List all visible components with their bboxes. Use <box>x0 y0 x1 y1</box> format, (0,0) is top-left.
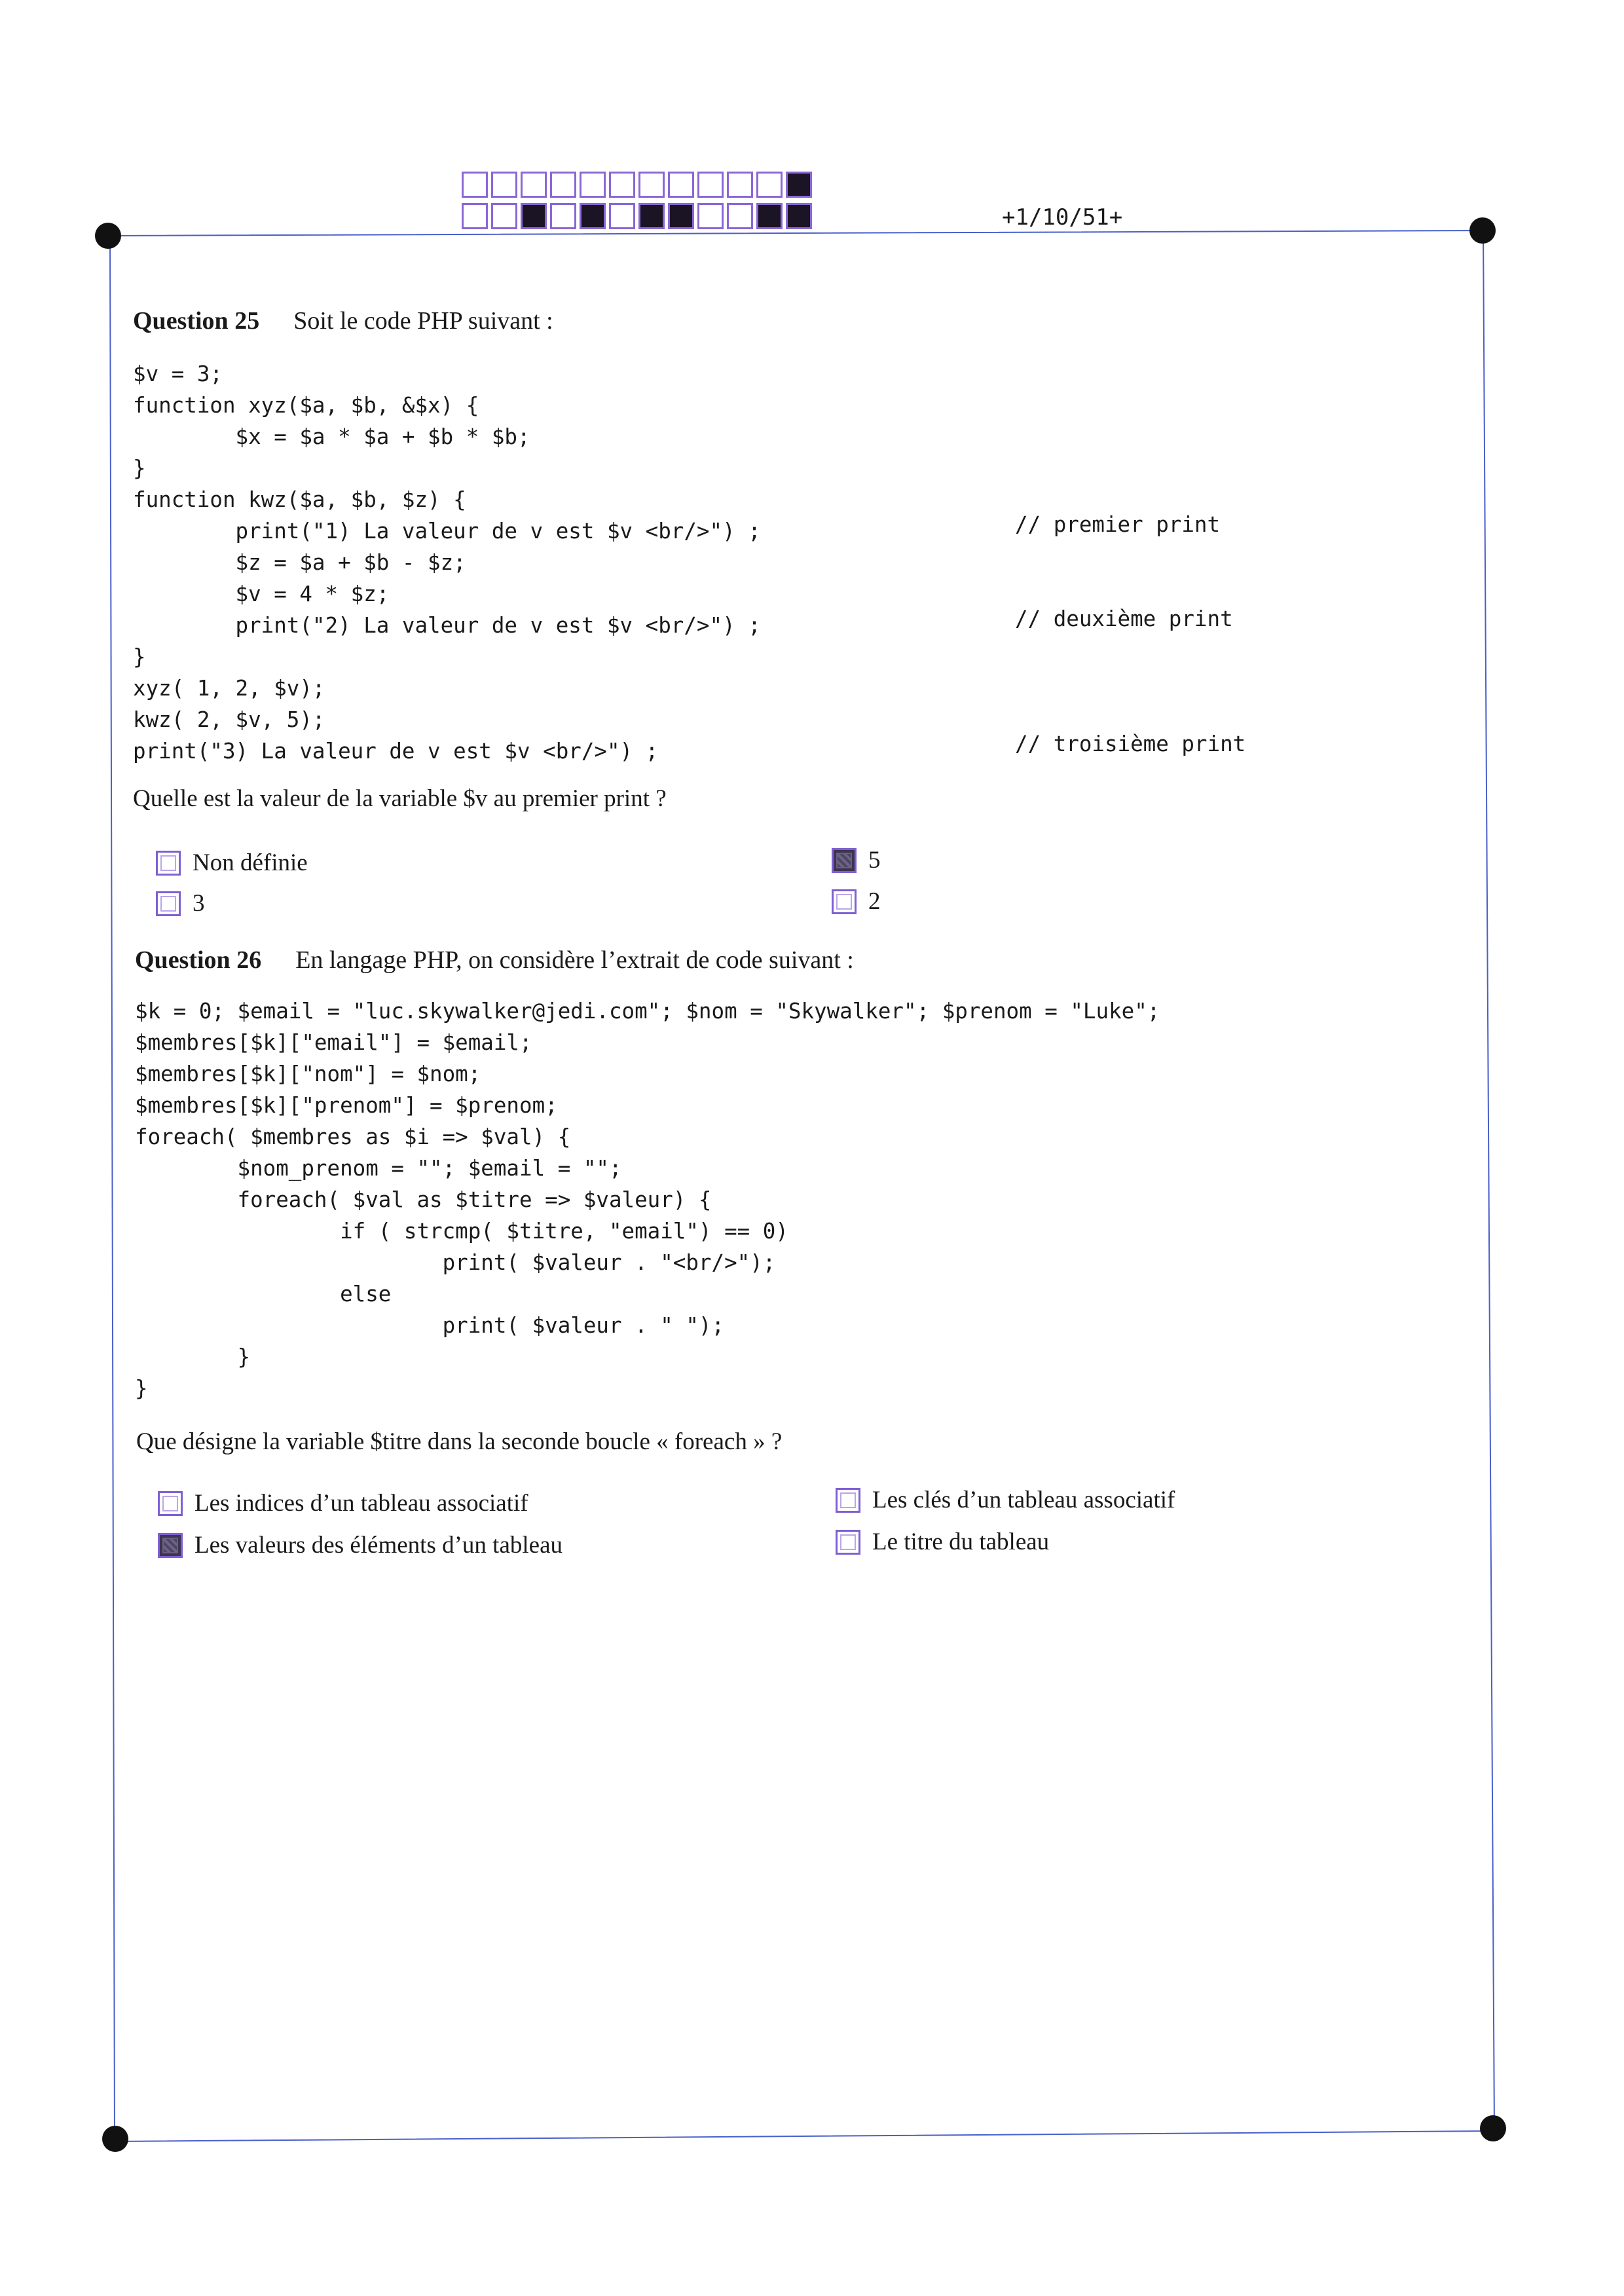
answer-label: Le titre du tableau <box>872 1528 1050 1555</box>
checkbox[interactable] <box>156 891 181 916</box>
question-25-code: $v = 3; function xyz($a, $b, &$x) { $x = $a * $a + $b * $b; } function kwz($a, $b, $z) { print("1) La valeur de v est $v <br/>") ; $z = $a + $b - $z; $v = 4 * $z; print("2) La valeur de v est $v <br/>") ; } xyz( 1, 2, $v); kwz( 2, $v, 5); print("3) La valeur de v est $v <br/>") ; <box>133 361 761 764</box>
id-box-empty <box>550 203 576 229</box>
id-box-filled <box>521 203 547 229</box>
q26-answer-valeurs[interactable] <box>158 1531 563 1559</box>
id-box-empty <box>697 203 724 229</box>
id-box-filled <box>580 203 606 229</box>
checkbox[interactable] <box>158 1491 183 1516</box>
comment-deuxieme-print: // deuxième print <box>1015 606 1233 631</box>
id-box-empty <box>609 203 635 229</box>
id-box-filled <box>786 203 812 229</box>
answer-label: 2 <box>868 888 881 915</box>
answer-label: 5 <box>868 847 881 874</box>
comment-premier-print: // premier print <box>1015 512 1221 537</box>
answer-label: Non définie <box>193 849 308 876</box>
id-box-empty <box>697 172 724 198</box>
comment-troisieme-print: // troisième print <box>1015 731 1246 756</box>
checkbox[interactable] <box>836 1530 860 1555</box>
id-box-empty <box>638 172 665 198</box>
id-box-filled <box>756 203 783 229</box>
q25-answer-3[interactable] <box>156 889 205 917</box>
question-26-title <box>135 946 854 974</box>
q26-answer-indices[interactable] <box>158 1489 528 1517</box>
question-25-prompt: Quelle est la valeur de la variable $v au premier print ? <box>133 785 667 812</box>
id-box-empty <box>756 172 783 198</box>
id-box-empty <box>727 172 753 198</box>
corner-marker-top-left <box>95 223 121 249</box>
checkbox[interactable] <box>156 851 181 876</box>
checkbox-checked[interactable] <box>832 848 857 873</box>
id-box-empty <box>521 172 547 198</box>
answer-label: Les clés d’un tableau associatif <box>872 1487 1175 1513</box>
id-box-empty <box>609 172 635 198</box>
id-box-filled <box>668 203 694 229</box>
checkbox[interactable] <box>832 889 857 914</box>
id-box-empty <box>491 172 517 198</box>
question-25-intro: Soit le code PHP suivant : <box>293 307 553 335</box>
q26-answer-titre[interactable] <box>836 1528 1049 1556</box>
q26-answer-cles[interactable] <box>836 1486 1175 1514</box>
id-box-empty <box>668 172 694 198</box>
corner-marker-bottom-left <box>102 2126 128 2152</box>
id-box-empty <box>580 172 606 198</box>
checkbox-checked[interactable] <box>158 1533 183 1558</box>
id-box-empty <box>462 203 488 229</box>
id-box-empty <box>550 172 576 198</box>
q25-answer-5[interactable] <box>832 846 881 874</box>
corner-marker-bottom-right <box>1480 2115 1506 2141</box>
page-id: +1/10/51+ <box>1002 204 1123 231</box>
question-26-code: $k = 0; $email = "luc.skywalker@jedi.com"; $nom = "Skywalker"; $prenom = "Luke"; $membres[$k]["email"] = $email; $membres[$k]["nom"] = $nom; $membres[$k]["prenom"] = $prenom; foreach( $membres as $i => $val) { $nom_prenom = ""; $email = ""; foreach( $val as $titre => $valeur) { if ( strcmp( $titre, "email") == 0) print( $valeur . "<br/>"); else print( $valeur . " "); } } <box>135 999 1160 1401</box>
answer-label: 3 <box>193 890 205 917</box>
id-box-filled <box>786 172 812 198</box>
id-box-empty <box>462 172 488 198</box>
question-26-prompt: Que désigne la variable $titre dans la seconde boucle « foreach » ? <box>136 1428 783 1455</box>
question-26-intro: En langage PHP, on considère l’extrait de code suivant : <box>295 946 854 974</box>
question-25-label: Question 25 <box>133 307 260 335</box>
id-box-empty <box>491 203 517 229</box>
q25-answer-2[interactable] <box>832 887 881 916</box>
id-box-row-1 <box>462 172 815 196</box>
id-checkbox-grid <box>462 172 815 234</box>
id-box-row-2 <box>462 203 815 228</box>
id-box-empty <box>727 203 753 229</box>
answer-label: Les valeurs des éléments d’un tableau <box>194 1532 563 1559</box>
checkbox[interactable] <box>836 1488 860 1513</box>
question-26-label: Question 26 <box>135 946 262 974</box>
answer-label: Les indices d’un tableau associatif <box>194 1490 528 1517</box>
q25-answer-non-definie[interactable] <box>156 849 308 877</box>
question-25-title <box>133 306 553 335</box>
id-box-filled <box>638 203 665 229</box>
corner-marker-top-right <box>1469 217 1496 244</box>
